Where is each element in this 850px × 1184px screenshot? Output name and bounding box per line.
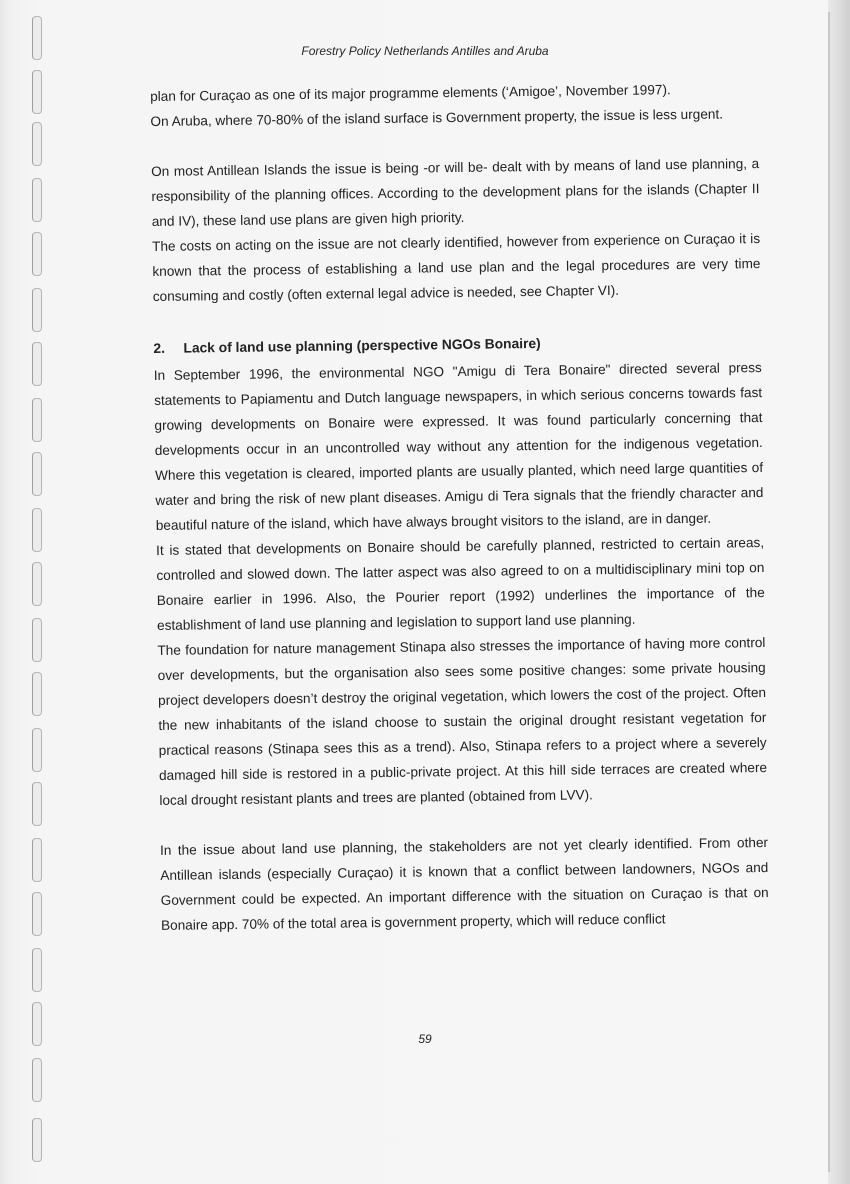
binding-hole xyxy=(32,892,42,936)
binding-hole xyxy=(32,122,42,166)
running-header: Forestry Policy Netherlands Antilles and Aruba xyxy=(301,44,549,58)
binding-hole xyxy=(32,562,42,606)
paragraph: The foundation for nature management Stinapa also stresses the importance of having more control over developments, but the organisation also sees some positive changes: some private housing project developers doesn’t destroy the original vegetation, which lowers the cost of the project. Often the new inhabitants of the island choose to sustain the original drought resistant vegetation for practical reasons (Stinapa sees this as a trend). Also, Stinapa refers to a project where a severely damaged hill side is restored in a public-private project. At this hill side terraces are created where local drought resistant plants and trees are planted (obtained from LVV). xyxy=(157,634,768,808)
binding-hole xyxy=(32,70,42,114)
paragraph: On Aruba, where 70-80% of the island surface is Government property, the issue is less urgent. xyxy=(150,106,724,129)
binding-hole xyxy=(32,672,42,716)
page-number: 59 xyxy=(418,1032,432,1046)
paragraph: In September 1996, the environmental NGO "Amigu di Tera Bonaire" directed several press statements to Papiamentu and Dutch language newspapers, in which serious concerns towards fast growing developments on Bonaire were expressed. It was found particularly concerning that developments occur in an uncontrolled way without any attention for the indigenous vegetation. Where this vegetation is cleared, imported plants are usually planted, which need large quantities of water and bring the risk of new plant diseases. Amigu di Tera signals that the friendly character and beautiful nature of the island, which have always brought visitors to the island, are in danger. xyxy=(153,360,764,533)
binding-hole xyxy=(32,452,42,496)
binding-hole xyxy=(32,398,42,442)
binding-hole xyxy=(32,728,42,772)
page-edge-shadow xyxy=(828,0,850,1184)
section-title: Lack of land use planning (perspective NGOs Bonaire) xyxy=(183,335,541,356)
binding-hole xyxy=(32,1058,42,1102)
paragraph: It is stated that developments on Bonaire should be carefully planned, restricted to certain areas, controlled and slowed down. The latter aspect was also agreed to on a multidisciplinary mini top on Bonaire earlier in 1996. Also, the Pourier report (1992) underlines the importance of the establishment of land use planning and legislation to support land use planning. xyxy=(156,535,765,633)
binding-hole xyxy=(32,782,42,826)
document-body xyxy=(150,76,769,938)
binding-hole xyxy=(32,1118,42,1162)
binding-hole xyxy=(32,342,42,386)
binding-holes xyxy=(30,0,46,1184)
paragraph: The costs on acting on the issue are not clearly identified, however from experience on Curaçao it is known that the process of establishing a land use plan and the legal procedures are very time consuming and costly (often external legal advice is needed, see Chapter VI). xyxy=(152,231,761,304)
binding-hole xyxy=(32,508,42,552)
binding-hole xyxy=(32,618,42,662)
binding-hole xyxy=(32,232,42,276)
binding-hole xyxy=(32,838,42,882)
page-right-edge xyxy=(828,12,830,1172)
paragraph: On most Antillean Islands the issue is being -or will be- dealt with by means of land use planning, a responsibility of the planning offices. According to the development plans for the islands (Chapter II and IV), these land use plans are given high priority. xyxy=(151,156,760,229)
section-number: 2. xyxy=(153,340,166,356)
binding-hole xyxy=(32,948,42,992)
paragraph: plan for Curaçao as one of its major programme elements (‘Amigoe’, November 1997). xyxy=(150,82,671,104)
binding-hole xyxy=(32,178,42,222)
binding-hole xyxy=(32,288,42,332)
paragraph: In the issue about land use planning, the stakeholders are not yet clearly identified. From other Antillean islands (especially Curaçao) it is known that a conflict between landowners, NGOs and Government could be expected. An important difference with the situation on Curaçao is that on Bonaire app. 70% of the total area is government property, which will reduce conflict xyxy=(159,834,769,933)
